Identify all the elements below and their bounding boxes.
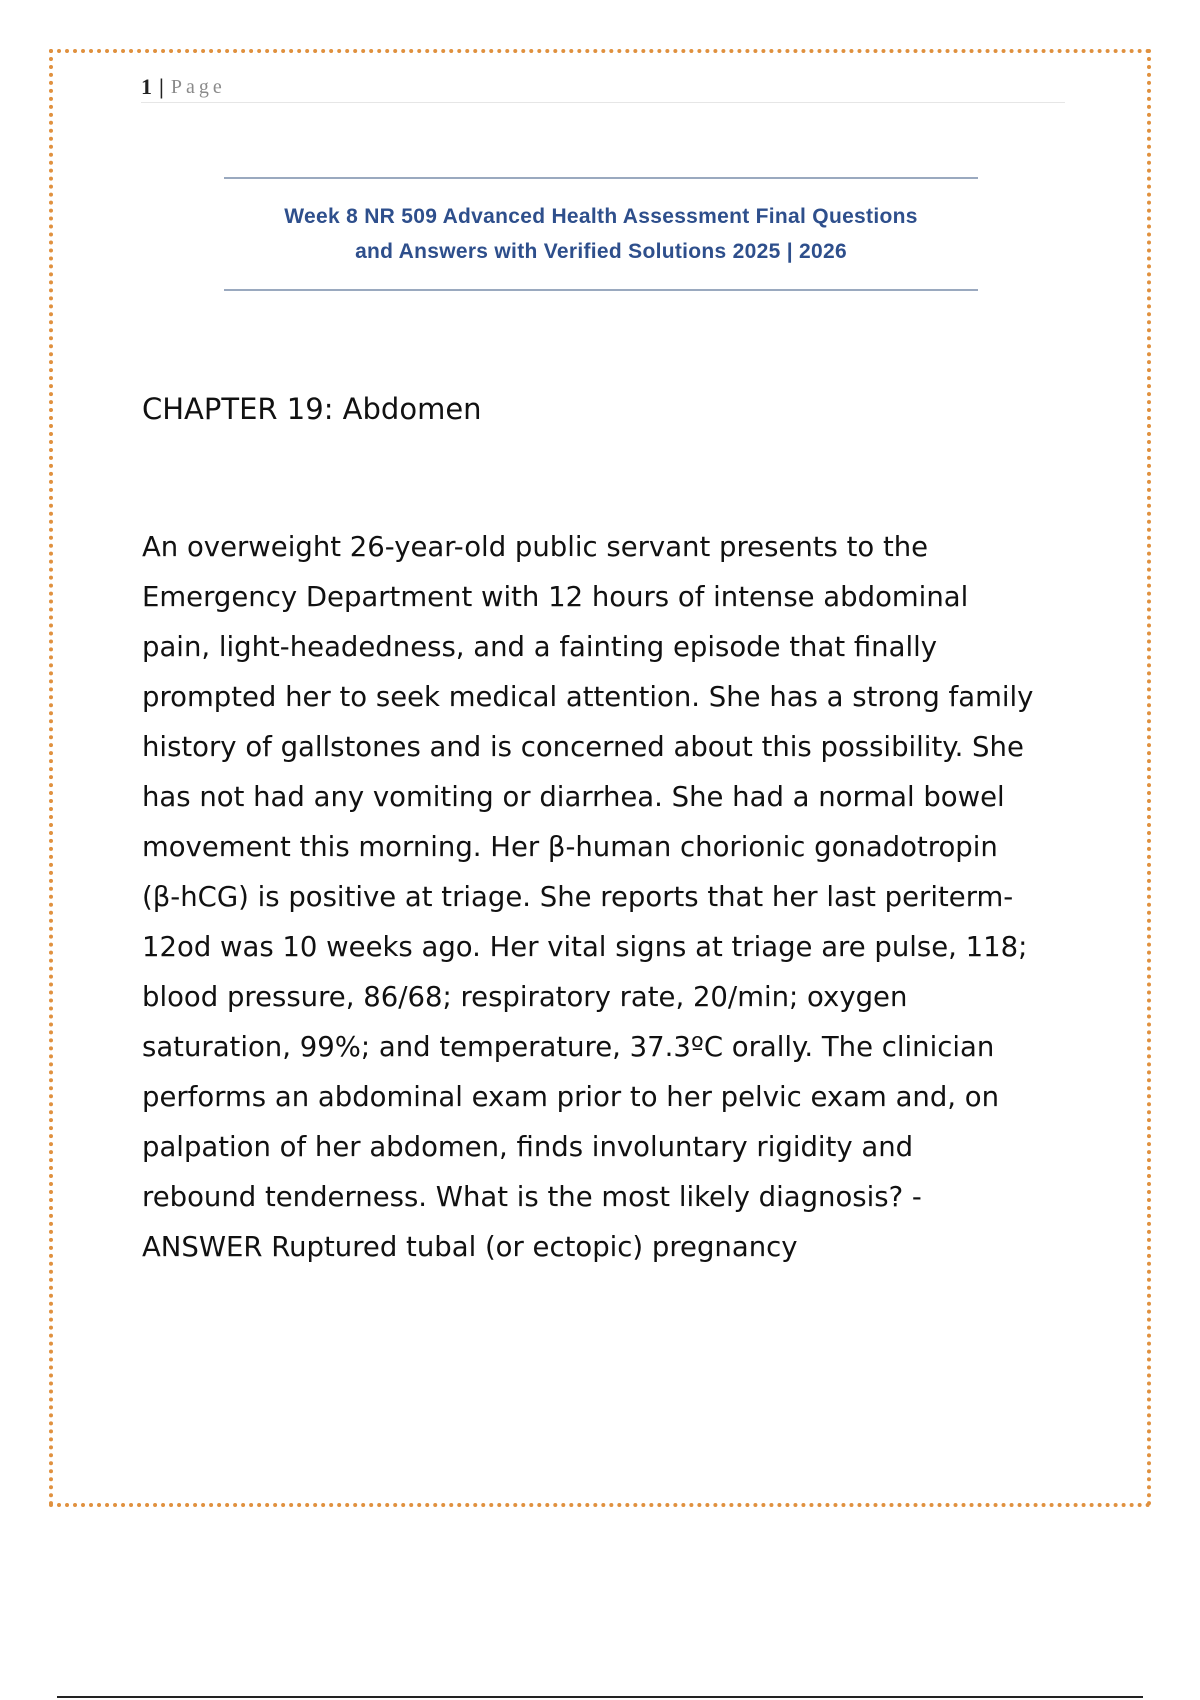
- document-title-line-2: and Answers with Verified Solutions 2025 | 2026: [355, 240, 847, 263]
- page-number-header: [141, 74, 226, 100]
- question-line: palpation of her abdomen, finds involuntary rigidity and: [142, 1131, 914, 1163]
- question-line: history of gallstones and is concerned about this possibility. She: [142, 731, 1024, 763]
- question-line: (β-hCG) is positive at triage. She reports that her last periterm-: [142, 881, 1014, 913]
- page-number-separator: |: [159, 74, 165, 99]
- page-number: 1: [141, 74, 153, 99]
- header-rule: [141, 102, 1065, 103]
- answer-line: ANSWER Ruptured tubal (or ectopic) pregnancy: [142, 1231, 798, 1263]
- question-line: blood pressure, 86/68; respiratory rate, 20/min; oxygen: [142, 981, 908, 1013]
- question-line: 12od was 10 weeks ago. Her vital signs at triage are pulse, 118;: [142, 931, 1028, 963]
- question-paragraph: [142, 522, 1082, 1272]
- footer-rule: [57, 1696, 1143, 1698]
- question-line: movement this morning. Her β-human chorionic gonadotropin: [142, 831, 998, 863]
- question-line: An overweight 26-year-old public servant presents to the: [142, 531, 929, 563]
- question-line: prompted her to seek medical attention. She has a strong family: [142, 681, 1034, 713]
- question-line: saturation, 99%; and temperature, 37.3ºC orally. The clinician: [142, 1031, 995, 1063]
- question-line: has not had any vomiting or diarrhea. She had a normal bowel: [142, 781, 1005, 813]
- chapter-heading: CHAPTER 19: Abdomen: [142, 392, 482, 426]
- document-title-line-1: Week 8 NR 509 Advanced Health Assessment Final Questions: [284, 205, 918, 228]
- document-title-block: [224, 177, 978, 291]
- page-label: Page: [170, 75, 226, 98]
- question-line: pain, light-headedness, and a fainting episode that finally: [142, 631, 938, 663]
- question-line: performs an abdominal exam prior to her pelvic exam and, on: [142, 1081, 1000, 1113]
- question-line: rebound tenderness. What is the most likely diagnosis? -: [142, 1181, 922, 1213]
- question-line: Emergency Department with 12 hours of intense abdominal: [142, 581, 969, 613]
